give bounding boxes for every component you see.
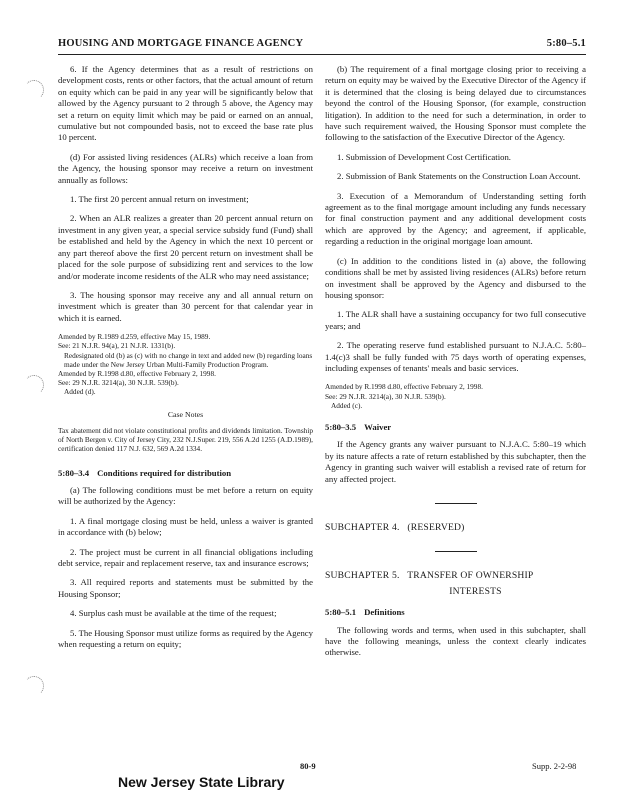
subchapter-5-heading-line2: INTERESTS	[449, 585, 502, 597]
history-line: See: 21 N.J.R. 94(a), 21 N.J.R. 1331(b).	[58, 341, 176, 351]
history-line: See: 29 N.J.R. 3214(a), 30 N.J.R. 539(b).	[325, 391, 446, 401]
right-column	[325, 64, 586, 667]
list-item-a4: 4. Surplus cash must be available at the time of the request;	[70, 608, 277, 619]
history-line: Added (c).	[331, 400, 363, 410]
section-number: 5:80–3.4	[58, 467, 90, 478]
left-column	[58, 64, 313, 658]
punch-hole-mark	[24, 375, 44, 395]
header-rule	[58, 54, 586, 55]
list-item-c2: 2. The operating reserve fund established pursuant to N.J.A.C. 5:80–1.4(c)3 shall be fully funded with 75 days worth of operating expenses, including expenses of tenants' meals and basic services.	[325, 340, 586, 373]
section-heading-3-5	[325, 422, 586, 433]
paragraph-definitions: The following words and terms, when used in this subchapter, shall have the following meanings, unless the context clearly indicates otherwise.	[325, 624, 586, 658]
history-line: Redesignated old (b) as (c) with no change in text and added new (b) regarding loans made under the New Jersey Urban Multi-Family Production Program.	[64, 350, 313, 369]
section-number: 5:80–5.1	[325, 607, 357, 618]
paragraph-a: (a) The following conditions must be met before a return on equity will be authorized by the Agency:	[58, 484, 313, 507]
list-item-a3: 3. All required reports and statements must be submitted by the Housing Sponsor;	[58, 577, 313, 599]
list-item-a5: 5. The Housing Sponsor must utilize forms as required by the Agency when requesting a return on equity;	[58, 627, 313, 650]
history-line: Added (d).	[64, 387, 96, 397]
paragraph-c6: 6. If the Agency determines that as a result of restrictions on development costs, rents or other factors, that the actual amount of return on equity which can be paid in any year will be significantly below that allowed by the Agency pursuant to 2 through 5 above, the Agency may set a return on equity limit which may be paid or earned on an annual, cumulative but not compounded basis, not to exceed the base rate plus 10 percent.	[58, 64, 313, 143]
supplement-date: Supp. 2-2-98	[532, 761, 577, 771]
section-number: 5:80–3.5	[325, 421, 357, 432]
subchapter-4-heading: SUBCHAPTER 4. (RESERVED)	[325, 521, 465, 533]
subchapter-5-heading: SUBCHAPTER 5. TRANSFER OF OWNERSHIP	[325, 570, 534, 582]
section-heading-3-4	[58, 468, 313, 479]
punch-hole-mark	[24, 80, 44, 100]
list-item-d3: 3. The housing sponsor may receive any and all annual return on investment which is greater than 30 percent for that calendar year in which it is earned.	[58, 289, 313, 323]
history-notes	[325, 382, 586, 410]
history-line: Amended by R.1998 d.80, effective February 2, 1998.	[58, 368, 216, 378]
section-title: Conditions required for distribution	[97, 467, 232, 478]
page-number: 80-9	[300, 761, 316, 771]
paragraph-d: (d) For assisted living residences (ALRs) which receive a loan from the Agency, the housing sponsor may receive a return on investment annually as follows:	[58, 151, 313, 185]
divider	[435, 503, 477, 504]
history-notes	[58, 332, 313, 396]
library-stamp: New Jersey State Library	[118, 774, 285, 790]
list-item-b1: 1. Submission of Development Cost Certification.	[337, 151, 511, 162]
list-item-c1: 1. The ALR shall have a sustaining occupancy for two full consecutive years; and	[325, 309, 586, 331]
divider	[435, 551, 477, 552]
paragraph-b: (b) The requirement of a final mortgage closing prior to receiving a return on equity may be waived by the Executive Director of the Agency if it is determined that the closing is being delayed due to circumstances beyond the control of the Housing Sponsor, (for example, construction litigation). In addition to the need for such a determination, in order to have such requirement waived, the Housing Sponsor must complete the following to the satisfaction of the Executive Director of the Agency.	[325, 64, 586, 143]
section-title: Definitions	[364, 607, 405, 618]
list-item-d1: 1. The first 20 percent annual return on investment;	[70, 194, 249, 205]
paragraph-waiver: If the Agency grants any waiver pursuant to N.J.A.C. 5:80–19 which by its nature affects a rate of return established by this subchapter, then the Agency in granting such waiver will establish a revised rate of return for any affected project.	[325, 439, 586, 484]
case-notes-heading: Case Notes	[167, 409, 204, 419]
list-item-a1: 1. A final mortgage closing must be held, unless a waiver is granted in accordance with (b) below;	[58, 515, 313, 538]
punch-hole-mark	[24, 676, 44, 696]
list-item-b3: 3. Execution of a Memorandum of Understanding setting forth agreement as to the final mortgage amount including any funds necessary for final construction payment and any additional development costs which are approved by the Agency; and agreement, if applicable, regarding a reduction in the original mortgage loan amount.	[325, 190, 586, 247]
list-item-a2: 2. The project must be current in all financial obligations including debt service, repair and replacement reserve, tax and insurance escrows;	[58, 546, 313, 568]
header-section-range: 5:80–5.1	[546, 38, 586, 49]
section-title: Waiver	[364, 421, 392, 432]
list-item-d2: 2. When an ALR realizes a greater than 20 percent annual return on investment in any given year, a special service subsidy fund (Fund) shall be established and held by the Agency in which the next 10 percent or any part thereof above the first 20 percent return on investment shall be placed for the sole purpose of subsidizing rent and services to the low and/or moderate income residents of the ALR who may need assistance;	[58, 213, 313, 281]
list-item-b2: 2. Submission of Bank Statements on the Construction Loan Account.	[337, 171, 581, 182]
header-title: HOUSING AND MORTGAGE FINANCE AGENCY	[58, 38, 304, 49]
history-line: See: 29 N.J.R. 3214(a), 30 N.J.R. 539(b).	[58, 378, 179, 388]
case-notes-text: Tax abatement did not violate constitutional profits and dividends limitation. Township of North Bergen v. City of Jersey City, 232 N.J.Super. 219, 556 A.2d 1255 (A.D.1989), certification denied 117 N.J. 632, 569 A.2d 1334.	[58, 425, 313, 454]
section-heading-5-1	[325, 607, 586, 618]
history-line: Amended by R.1998 d.80, effective February 2, 1998.	[325, 382, 483, 392]
paragraph-c: (c) In addition to the conditions listed in (a) above, the following conditions shall be met by assisted living residences (ALRs) before return on investment shall be approved by the Agency and disbursed to the housing sponsor:	[325, 255, 586, 300]
history-line: Amended by R.1989 d.259, effective May 15, 1989.	[58, 332, 211, 342]
